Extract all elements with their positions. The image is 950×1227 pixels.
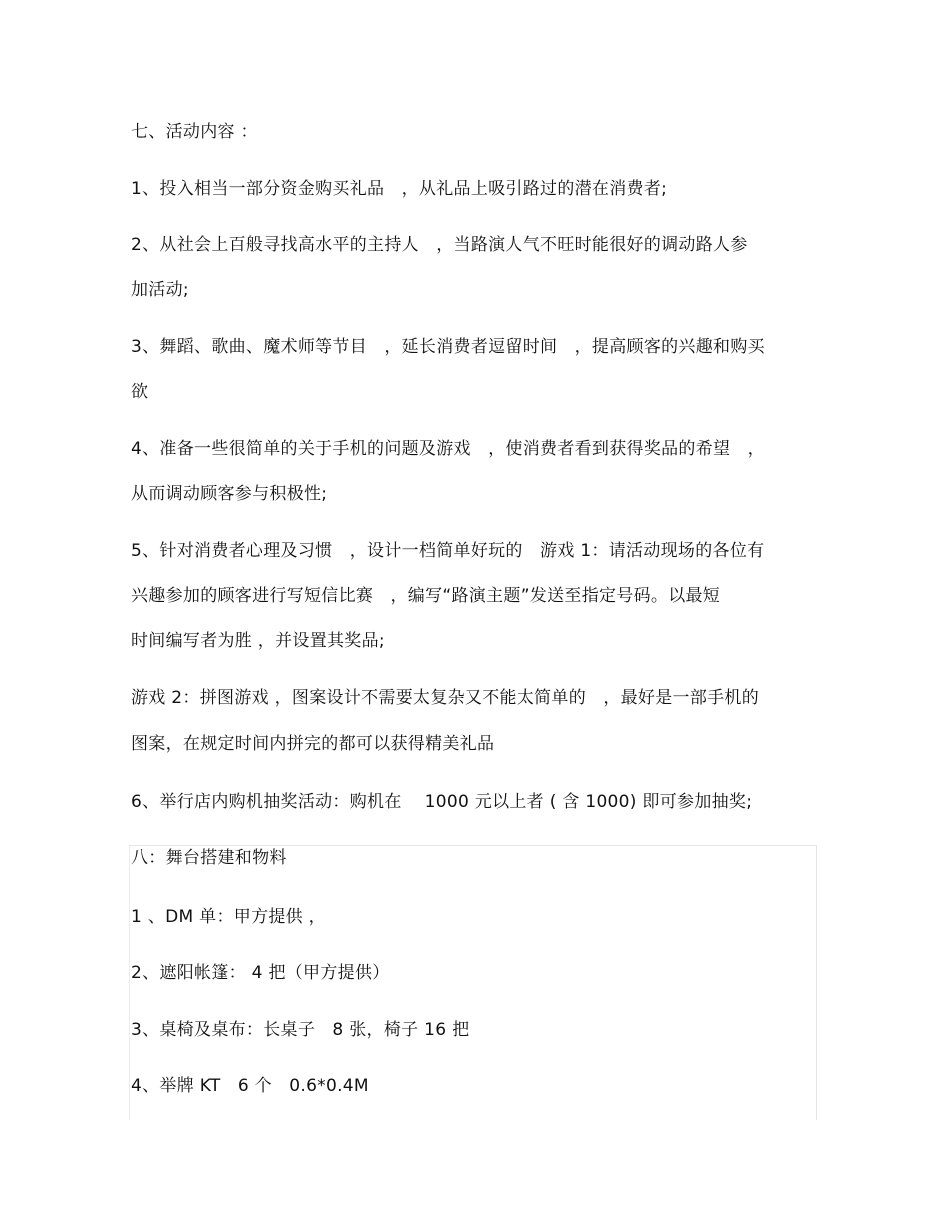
section-7-item-5-line-1: 5、针对消费者心理及习惯 ，设计一档简单好玩的 游戏 1：请活动现场的各位有 xyxy=(131,541,765,561)
section-7-game-2-line-2: 图案，在规定时间内拼完的都可以获得精美礼品 xyxy=(131,734,495,754)
section-7-item-5-line-2: 兴趣参加的顾客进行写短信比赛 ，编写“路演主题”发送至指定号码。以最短 xyxy=(131,586,721,606)
section-8-item-4: 4、举牌 KT 6 个 0.6*0.4M xyxy=(131,1076,369,1096)
section-7-item-4-line-2: 从而调动顾客参与积极性; xyxy=(131,484,328,504)
section-7-game-2-line-1: 游戏 2：拼图游戏 ，图案设计不需要太复杂又不能太简单的 ，最好是一部手机的 xyxy=(131,688,760,708)
section-7-item-3-line-2: 欲 xyxy=(131,382,149,402)
section-7-item-4-line-1: 4、准备一些很简单的关于手机的问题及游戏 ，使消费者看到获得奖品的希望 ， xyxy=(131,439,765,459)
section-8-item-1: 1 、DM 单：甲方提供 ， xyxy=(131,907,326,927)
section-7-item-3-line-1: 3、舞蹈、歌曲、魔术师等节目 ，延长消费者逗留时间 ，提高顾客的兴趣和购买 xyxy=(131,337,765,357)
section-7-item-2-line-1: 2、从社会上百般寻找高水平的主持人 ，当路演人气不旺时能很好的调动路人参 xyxy=(131,235,748,255)
section-7-item-1: 1、投入相当一部分资金购买礼品 ，从礼品上吸引路过的潜在消费者; xyxy=(131,179,668,199)
section-8-heading: 八：舞台搭建和物料 xyxy=(131,848,287,868)
section-7-item-5-line-3: 时间编写者为胜 ，并设置其奖品; xyxy=(131,631,385,651)
section-7-item-6: 6、举行店内购机抽奖活动：购机在 1000 元以上者 ( 含 1000) 即可参加抽奖; xyxy=(131,792,753,812)
section-8-item-2: 2、遮阳帐篷： 4 把（甲方提供） xyxy=(131,963,390,983)
section-8-item-3: 3、桌椅及桌布：长桌子 8 张，椅子 16 把 xyxy=(131,1020,470,1040)
section-7-heading: 七、活动内容 ： xyxy=(131,122,258,142)
section-7-item-2-line-2: 加活动; xyxy=(131,280,189,300)
